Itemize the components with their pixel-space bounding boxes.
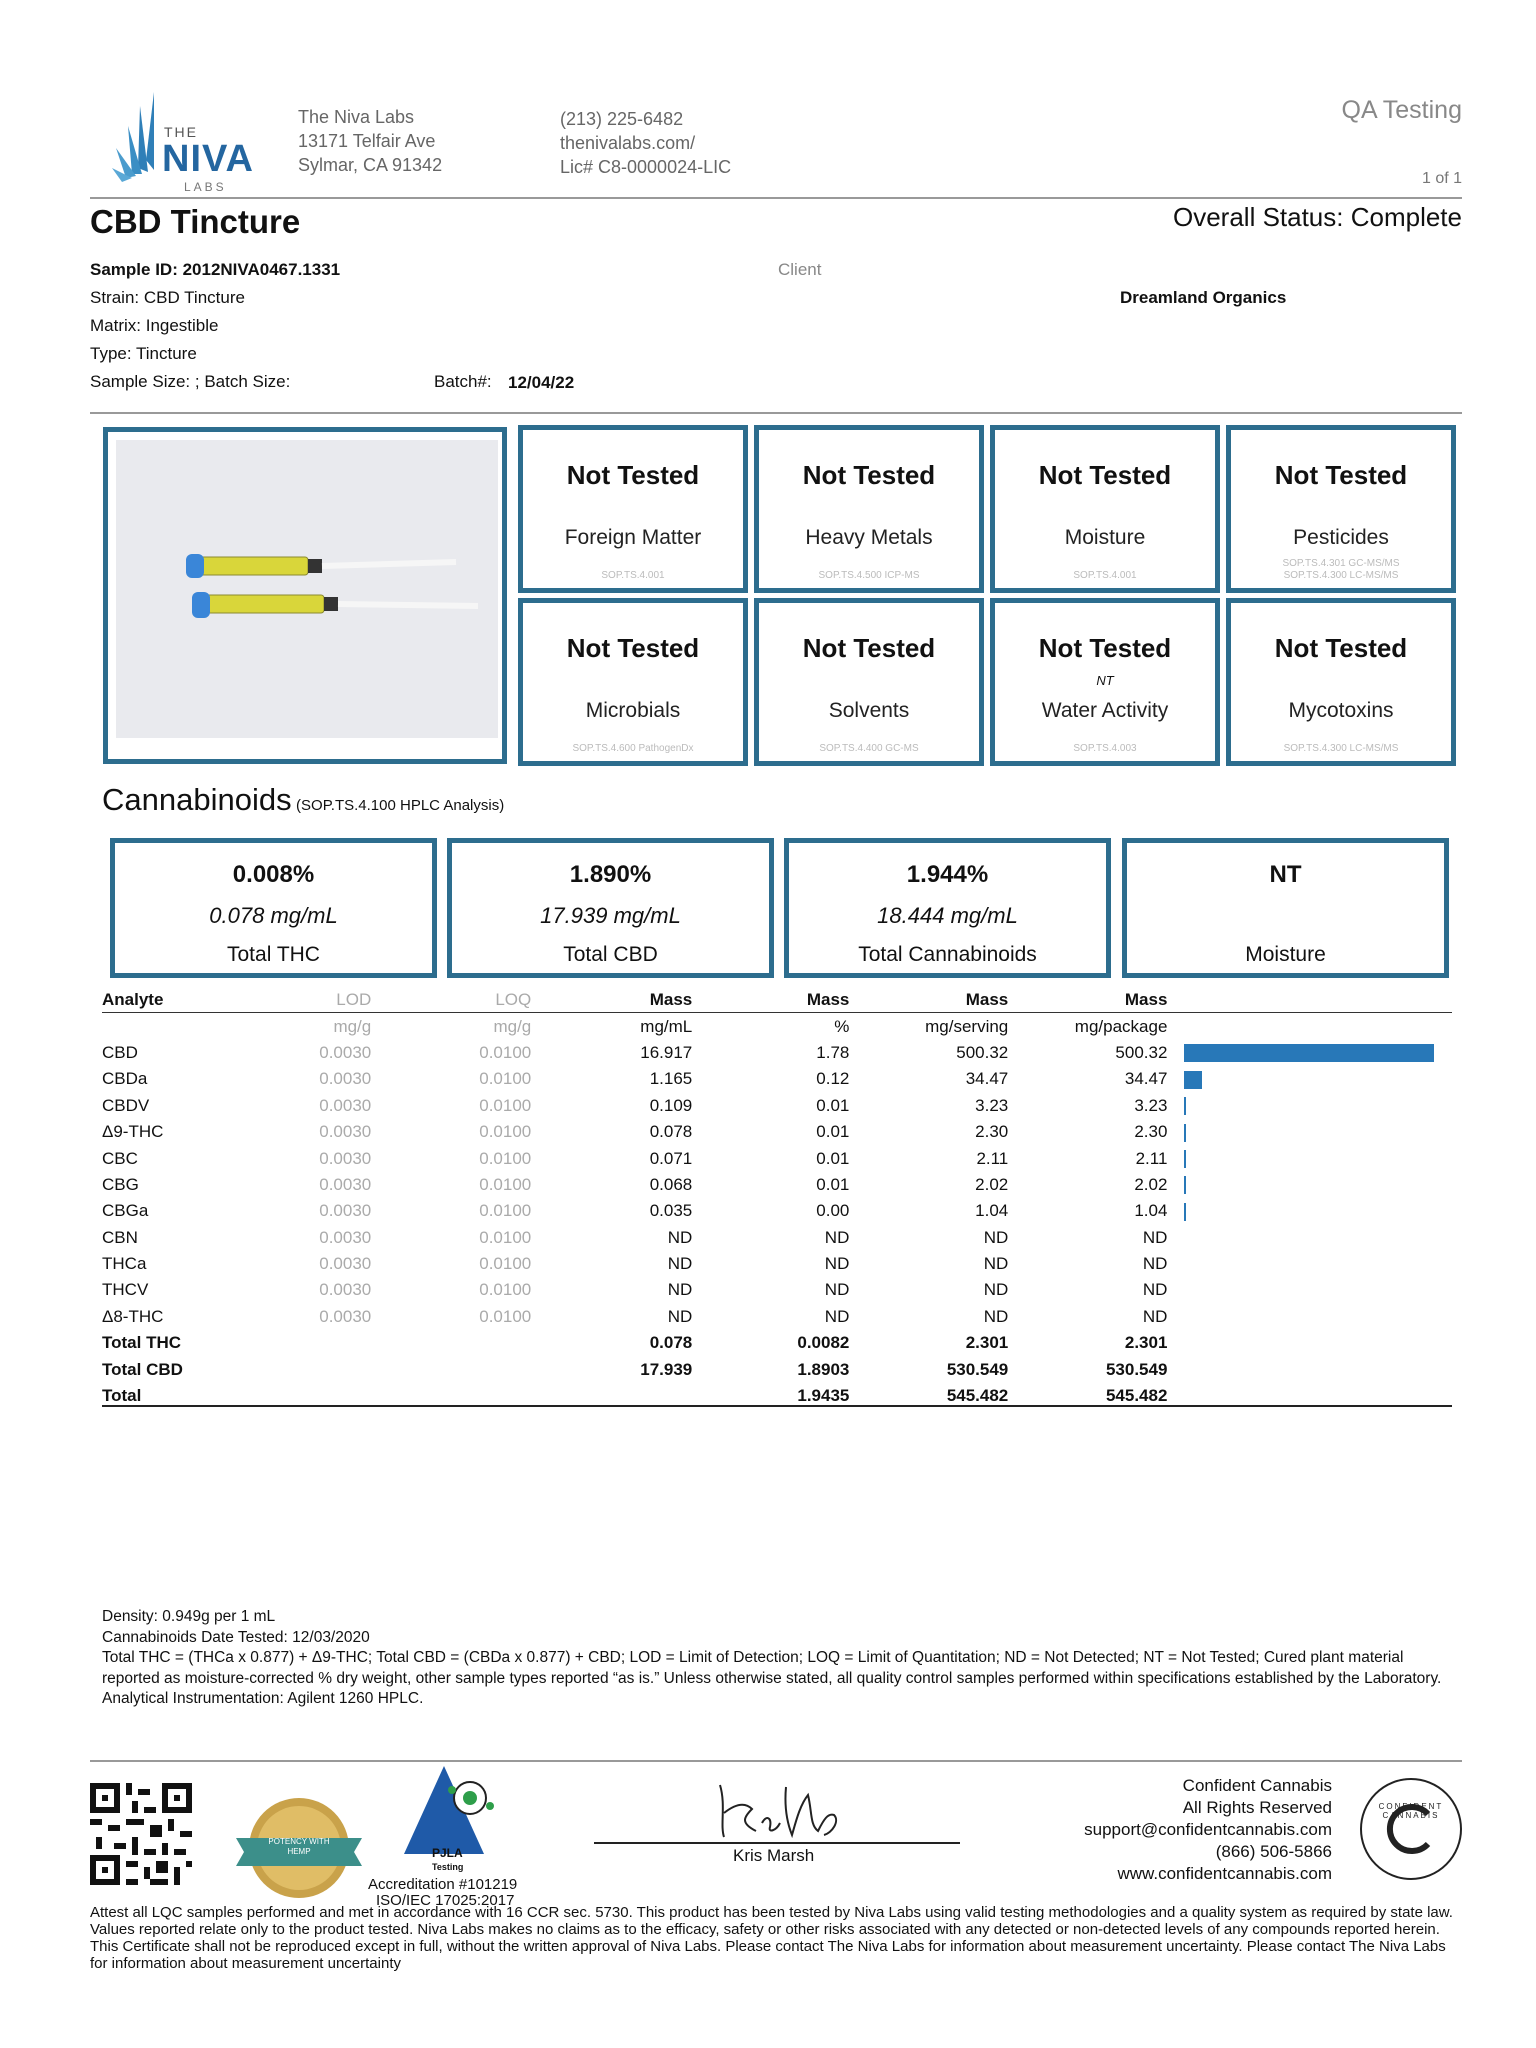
summary-percent: 1.944% bbox=[906, 861, 989, 888]
summary-box-total-thc bbox=[110, 838, 437, 978]
test-sop bbox=[523, 743, 743, 755]
bar-column-header bbox=[1167, 987, 1452, 1013]
cell-mgml: 0.109 bbox=[649, 1095, 693, 1115]
lab-license: Lic# C8-0000024-LIC bbox=[560, 157, 732, 177]
pjla-sub: Testing bbox=[432, 1862, 464, 1872]
potency-bar bbox=[1184, 1044, 1434, 1062]
cell-analyte: CBN bbox=[102, 1227, 138, 1247]
total-cell-analyte: Total THC bbox=[102, 1333, 182, 1353]
cell-lod: 0.0030 bbox=[319, 1201, 372, 1221]
cannabinoids-method: (SOP.TS.4.100 HPLC Analysis) bbox=[296, 797, 505, 814]
test-sop bbox=[759, 570, 979, 582]
cell-serving: 500.32 bbox=[956, 1042, 1009, 1062]
table-row bbox=[102, 1119, 1452, 1145]
summary-label: Total Cannabinoids bbox=[858, 943, 1037, 966]
table-row bbox=[102, 1251, 1452, 1277]
page-number: 1 of 1 bbox=[1421, 170, 1462, 187]
summary-box-moisture bbox=[1122, 838, 1449, 978]
qa-testing-label: QA Testing bbox=[1341, 96, 1462, 124]
cell-mgml: ND bbox=[667, 1280, 693, 1300]
cc-phone: (866) 506-5866 bbox=[1215, 1842, 1332, 1861]
summary-label: Total THC bbox=[227, 943, 320, 966]
signer-name: Kris Marsh bbox=[733, 1846, 815, 1865]
cell-pct: 0.01 bbox=[816, 1122, 850, 1142]
cannabinoid-table bbox=[102, 987, 1452, 1409]
cell-serving: ND bbox=[983, 1306, 1009, 1326]
total-cell-lod bbox=[240, 1330, 371, 1356]
cell-lod: 0.0030 bbox=[319, 1280, 372, 1300]
logo-the: THE bbox=[164, 124, 198, 140]
test-box-moisture bbox=[990, 425, 1220, 593]
cell-lod: 0.0030 bbox=[319, 1254, 372, 1274]
test-sop bbox=[759, 743, 979, 755]
total-cell-pct: 1.8903 bbox=[797, 1359, 850, 1379]
cell-serving: 1.04 bbox=[975, 1201, 1009, 1221]
cc-name: Confident Cannabis bbox=[1182, 1776, 1332, 1795]
test-status: Not Tested bbox=[802, 633, 936, 663]
test-sop-line: SOP.TS.4.400 GC-MS bbox=[819, 743, 919, 754]
cell-lod: 0.0030 bbox=[319, 1174, 372, 1194]
sample-strain: Strain: CBD Tincture bbox=[90, 288, 245, 307]
column-unit: % bbox=[834, 1016, 850, 1036]
cell-lod: 0.0030 bbox=[319, 1306, 372, 1326]
test-name: Foreign Matter bbox=[564, 526, 702, 549]
cell-lod: 0.0030 bbox=[319, 1227, 372, 1247]
column-header: Mass bbox=[965, 990, 1009, 1010]
column-header: Mass bbox=[1124, 990, 1168, 1010]
total-cell-package: 530.549 bbox=[1105, 1359, 1168, 1379]
cell-lod: 0.0030 bbox=[319, 1095, 372, 1115]
cell-bar bbox=[1167, 1093, 1452, 1119]
total-cell-analyte: Total CBD bbox=[102, 1359, 183, 1379]
table-row bbox=[102, 1225, 1452, 1251]
notes-text: Total THC = (THCa x 0.877) + Δ9-THC; Total CBD = (CBDa x 0.877) + CBD; LOD = Limit of Detection; LOQ = Limit of Quantitation; ND = Not Detected; NT = Not Tested; Cured plant material reported as moisture-corrected % dry weight, other sample types reported “as is.” Unless otherwise stated, all quality control samples performed within specifications established by the Laboratory. Analytical Instrumentation: Agilent 1260 HPLC. bbox=[102, 1649, 1442, 1707]
date-tested: Cannabinoids Date Tested: 12/03/2020 bbox=[102, 1628, 370, 1646]
cell-package: 500.32 bbox=[1115, 1042, 1168, 1062]
total-cell-loq bbox=[371, 1330, 531, 1356]
test-status: Not Tested bbox=[1038, 633, 1172, 663]
summary-mg: 18.444 mg/mL bbox=[877, 903, 1018, 928]
cell-bar bbox=[1167, 1119, 1452, 1145]
test-sop bbox=[995, 570, 1215, 582]
test-sop-line-2: SOP.TS.4.300 LC-MS/MS bbox=[1283, 570, 1399, 581]
test-name: Heavy Metals bbox=[805, 526, 933, 549]
test-sop bbox=[523, 570, 743, 582]
test-sop-line: SOP.TS.4.001 bbox=[1073, 570, 1137, 581]
cell-bar bbox=[1167, 1145, 1452, 1171]
logo-labs: LABS bbox=[184, 180, 227, 194]
test-status: Not Tested bbox=[566, 460, 700, 490]
test-name: Pesticides bbox=[1293, 526, 1389, 549]
qr-code bbox=[90, 1783, 192, 1885]
column-unit bbox=[102, 1013, 240, 1039]
column-header: Mass bbox=[806, 990, 850, 1010]
cell-lod: 0.0030 bbox=[319, 1148, 372, 1168]
test-box-pesticides bbox=[1226, 425, 1456, 593]
potency-bar bbox=[1184, 1124, 1186, 1142]
cell-loq: 0.0100 bbox=[479, 1254, 532, 1274]
potency-bar bbox=[1184, 1203, 1186, 1221]
cell-mgml: ND bbox=[667, 1306, 693, 1326]
total-cell-serving: 2.301 bbox=[965, 1333, 1009, 1353]
cell-package: 2.30 bbox=[1134, 1122, 1168, 1142]
test-box-water-activity bbox=[990, 598, 1220, 766]
test-sop bbox=[1231, 558, 1451, 582]
cell-lod: 0.0030 bbox=[319, 1042, 372, 1062]
batch-value: 12/04/22 bbox=[508, 373, 575, 392]
cell-analyte: THCa bbox=[102, 1254, 147, 1274]
cell-pct: 0.01 bbox=[816, 1095, 850, 1115]
meta-divider bbox=[90, 412, 1462, 414]
lab-contact bbox=[560, 107, 731, 179]
lab-phone: (213) 225-6482 bbox=[560, 109, 684, 129]
cc-contact bbox=[1084, 1775, 1332, 1885]
cell-loq: 0.0100 bbox=[479, 1148, 532, 1168]
cell-analyte: CBDV bbox=[102, 1095, 150, 1115]
lab-website[interactable]: thenivalabs.com/ bbox=[560, 133, 696, 153]
cell-bar bbox=[1167, 1304, 1452, 1330]
cell-serving: ND bbox=[983, 1227, 1009, 1247]
test-status: Not Tested bbox=[802, 460, 936, 490]
lab-city: Sylmar, CA 91342 bbox=[298, 155, 443, 175]
total-cell-mgml: 17.939 bbox=[640, 1359, 693, 1379]
column-unit: mg/package bbox=[1074, 1016, 1168, 1036]
cell-serving: ND bbox=[983, 1280, 1009, 1300]
cell-package: ND bbox=[1142, 1306, 1168, 1326]
column-unit: mg/g bbox=[333, 1016, 372, 1036]
cell-mgml: 16.917 bbox=[640, 1042, 693, 1062]
table-row bbox=[102, 1040, 1452, 1066]
table-row bbox=[102, 1145, 1452, 1171]
logo-name: NIVA bbox=[162, 138, 254, 180]
potency-bar bbox=[1184, 1150, 1186, 1168]
cell-bar bbox=[1167, 1251, 1452, 1277]
summary-box-total-cannabinoids bbox=[784, 838, 1111, 978]
cell-pct: 0.01 bbox=[816, 1174, 850, 1194]
column-unit: mg/mL bbox=[640, 1016, 693, 1036]
cell-package: 1.04 bbox=[1134, 1201, 1168, 1221]
sample-matrix: Matrix: Ingestible bbox=[90, 316, 219, 335]
cell-pct: ND bbox=[824, 1254, 850, 1274]
header-divider bbox=[90, 197, 1462, 199]
iso: ISO/IEC 17025:2017 bbox=[376, 1892, 515, 1909]
cell-loq: 0.0100 bbox=[479, 1095, 532, 1115]
column-header: LOD bbox=[336, 990, 372, 1010]
cell-serving: 3.23 bbox=[975, 1095, 1009, 1115]
table-unit-row bbox=[102, 1013, 1452, 1039]
total-cell-bar bbox=[1167, 1330, 1452, 1356]
test-box-heavy-metals bbox=[754, 425, 984, 593]
total-cell-mgml: 0.078 bbox=[649, 1333, 693, 1353]
total-cell-pct: 0.0082 bbox=[797, 1333, 850, 1353]
cell-package: 2.11 bbox=[1135, 1148, 1168, 1168]
syringe-icon bbox=[116, 440, 498, 738]
test-status: Not Tested bbox=[1038, 460, 1172, 490]
cell-pct: ND bbox=[824, 1306, 850, 1326]
table-total-row bbox=[102, 1330, 1452, 1356]
cell-analyte: CBD bbox=[102, 1042, 138, 1062]
sample-info bbox=[90, 256, 340, 396]
total-cell-analyte: Total bbox=[102, 1386, 142, 1406]
cell-package: ND bbox=[1142, 1254, 1168, 1274]
cell-bar bbox=[1167, 1066, 1452, 1092]
client-label: Client bbox=[778, 260, 822, 279]
lab-name: The Niva Labs bbox=[298, 107, 415, 127]
cell-pct: 0.01 bbox=[816, 1148, 850, 1168]
page-title: CBD Tincture bbox=[90, 203, 301, 240]
signature-icon bbox=[700, 1775, 860, 1845]
test-name: Moisture bbox=[1064, 526, 1146, 549]
cell-serving: 34.47 bbox=[965, 1069, 1009, 1089]
test-name: Solvents bbox=[828, 699, 910, 722]
total-cell-bar bbox=[1167, 1356, 1452, 1382]
cell-loq: 0.0100 bbox=[479, 1042, 532, 1062]
total-cell-lod bbox=[240, 1356, 371, 1382]
cell-analyte: CBGa bbox=[102, 1201, 149, 1221]
cell-mgml: 1.165 bbox=[649, 1069, 693, 1089]
sample-photo bbox=[116, 440, 498, 738]
cc-email[interactable]: support@confidentcannabis.com bbox=[1084, 1820, 1332, 1839]
cc-logo-text: CONFIDENT CANNABIS bbox=[1378, 1802, 1444, 1820]
cannabinoids-heading bbox=[102, 782, 504, 818]
cell-loq: 0.0100 bbox=[479, 1069, 532, 1089]
signature-line bbox=[594, 1842, 960, 1844]
cell-package: 34.47 bbox=[1124, 1069, 1168, 1089]
cell-mgml: 0.035 bbox=[649, 1201, 693, 1221]
lab-street: 13171 Telfair Ave bbox=[298, 131, 436, 151]
test-box-microbials bbox=[518, 598, 748, 766]
cell-loq: 0.0100 bbox=[479, 1280, 532, 1300]
cell-mgml: 0.071 bbox=[649, 1148, 693, 1168]
summary-percent: NT bbox=[1269, 861, 1302, 888]
test-box-mycotoxins bbox=[1226, 598, 1456, 766]
test-sop-line: SOP.TS.4.001 bbox=[601, 570, 665, 581]
cell-analyte: THCV bbox=[102, 1280, 149, 1300]
pjla-triangle-icon bbox=[400, 1762, 506, 1858]
table-total-row bbox=[102, 1356, 1452, 1382]
cc-web[interactable]: www.confidentcannabis.com bbox=[1117, 1864, 1332, 1883]
test-sop-line: SOP.TS.4.301 GC-MS/MS bbox=[1282, 558, 1400, 569]
total-cell-serving: 530.549 bbox=[946, 1359, 1009, 1379]
cell-analyte: CBDa bbox=[102, 1069, 148, 1089]
cell-serving: 2.11 bbox=[976, 1148, 1009, 1168]
test-sop-line: SOP.TS.4.600 PathogenDx bbox=[572, 743, 694, 754]
summary-label: Total CBD bbox=[563, 943, 658, 966]
cell-pct: 0.00 bbox=[816, 1201, 850, 1221]
test-box-foreign-matter bbox=[518, 425, 748, 593]
test-status: Not Tested bbox=[1274, 460, 1408, 490]
table-header-row bbox=[102, 987, 1452, 1013]
cell-pct: ND bbox=[824, 1227, 850, 1247]
cell-analyte: CBG bbox=[102, 1174, 139, 1194]
sample-type: Type: Tincture bbox=[90, 344, 197, 363]
summary-box-total-cbd bbox=[447, 838, 774, 978]
cc-logo bbox=[1358, 1776, 1464, 1882]
cell-loq: 0.0100 bbox=[479, 1201, 532, 1221]
column-unit: mg/g bbox=[493, 1016, 532, 1036]
cell-package: 3.23 bbox=[1134, 1095, 1168, 1115]
cell-bar bbox=[1167, 1172, 1452, 1198]
summary-percent: 1.890% bbox=[569, 861, 652, 888]
potency-bar bbox=[1184, 1071, 1201, 1089]
seal-text: POTENCY WITH HEMP bbox=[268, 1837, 330, 1856]
test-status: Not Tested bbox=[566, 633, 700, 663]
table-bottom-rule bbox=[102, 1405, 1452, 1407]
cell-mgml: ND bbox=[667, 1254, 693, 1274]
sample-image-frame bbox=[103, 427, 507, 764]
bar-column-unit bbox=[1167, 1013, 1452, 1039]
qr-code-icon bbox=[90, 1783, 192, 1885]
cell-mgml: ND bbox=[667, 1227, 693, 1247]
cell-mgml: 0.078 bbox=[649, 1122, 693, 1142]
cell-serving: 2.02 bbox=[975, 1174, 1009, 1194]
cell-pct: 1.78 bbox=[816, 1042, 850, 1062]
summary-percent: 0.008% bbox=[232, 861, 315, 888]
sample-size: Sample Size: ; Batch Size: bbox=[90, 372, 291, 391]
test-sop-line: SOP.TS.4.300 LC-MS/MS bbox=[1283, 743, 1399, 754]
table-row bbox=[102, 1066, 1452, 1092]
total-cell-pct: 1.9435 bbox=[797, 1386, 850, 1406]
overall-status: Overall Status: Complete bbox=[1172, 202, 1462, 232]
cell-loq: 0.0100 bbox=[479, 1227, 532, 1247]
summary-mg: 0.078 mg/mL bbox=[209, 903, 338, 928]
batch-label: Batch#: bbox=[434, 372, 492, 391]
cell-bar bbox=[1167, 1277, 1452, 1303]
cell-loq: 0.0100 bbox=[479, 1122, 532, 1142]
test-substatus: NT bbox=[1096, 673, 1114, 688]
cell-bar bbox=[1167, 1040, 1452, 1066]
column-header: Mass bbox=[649, 990, 693, 1010]
signature bbox=[700, 1775, 860, 1845]
cell-pct: ND bbox=[824, 1280, 850, 1300]
cell-analyte: CBC bbox=[102, 1148, 138, 1168]
cell-serving: 2.30 bbox=[975, 1122, 1009, 1142]
pjla-logo bbox=[400, 1762, 506, 1858]
cannabinoids-title: Cannabinoids bbox=[102, 782, 292, 817]
cell-bar bbox=[1167, 1225, 1452, 1251]
total-cell-package: 545.482 bbox=[1105, 1386, 1168, 1406]
column-header: Analyte bbox=[102, 990, 164, 1010]
cell-lod: 0.0030 bbox=[319, 1122, 372, 1142]
table-header-rule bbox=[102, 1012, 1452, 1013]
test-box-solvents bbox=[754, 598, 984, 766]
cc-rights: All Rights Reserved bbox=[1182, 1798, 1332, 1817]
cell-analyte: Δ9-THC bbox=[102, 1122, 164, 1142]
density: Density: 0.949g per 1 mL bbox=[102, 1608, 276, 1625]
table-row bbox=[102, 1198, 1452, 1224]
table-row bbox=[102, 1277, 1452, 1303]
attestation: Attest all LQC samples performed and met in accordance with 16 CCR sec. 5730. This product has been tested by Niva Labs using valid testing methodologies and a quality system as required by state law. Values reported relate only to the product tested. Niva Labs makes no claims as to the efficacy, safety or other risks associated with any detected or non-detected levels of any compounds reported herein. This Certificate shall not be reproduced except in full, without the written approval of Niva Labs. Please contact The Niva Labs for information about measurement uncertainty. Please contact The Niva Labs for information about measurement uncertainty bbox=[90, 1904, 1453, 1972]
test-sop bbox=[1231, 743, 1451, 755]
summary-label: Moisture bbox=[1245, 943, 1326, 966]
cell-loq: 0.0100 bbox=[479, 1306, 532, 1326]
cell-package: ND bbox=[1142, 1280, 1168, 1300]
potency-bar bbox=[1184, 1176, 1186, 1194]
test-name: Mycotoxins bbox=[1288, 699, 1394, 722]
test-status: Not Tested bbox=[1274, 633, 1408, 663]
total-cell-loq bbox=[371, 1356, 531, 1382]
table-row bbox=[102, 1093, 1452, 1119]
confident-cannabis-icon bbox=[1358, 1776, 1464, 1882]
cell-analyte: Δ8-THC bbox=[102, 1306, 164, 1326]
cell-lod: 0.0030 bbox=[319, 1069, 372, 1089]
column-header: LOQ bbox=[495, 990, 532, 1010]
cell-bar bbox=[1167, 1198, 1452, 1224]
test-name: Water Activity bbox=[1041, 699, 1169, 722]
table-row bbox=[102, 1304, 1452, 1330]
potency-bar bbox=[1184, 1097, 1186, 1115]
cell-loq: 0.0100 bbox=[479, 1174, 532, 1194]
test-sop-line: SOP.TS.4.500 ICP-MS bbox=[818, 570, 920, 581]
sample-id: Sample ID: 2012NIVA0467.1331 bbox=[90, 260, 341, 279]
test-sop bbox=[995, 743, 1215, 755]
cell-mgml: 0.068 bbox=[649, 1174, 693, 1194]
pjla-label: PJLA bbox=[432, 1846, 463, 1860]
cell-pct: 0.12 bbox=[816, 1069, 850, 1089]
footer-divider bbox=[90, 1760, 1462, 1762]
test-sop-line: SOP.TS.4.003 bbox=[1073, 743, 1137, 754]
test-name: Microbials bbox=[585, 699, 681, 722]
cell-package: ND bbox=[1142, 1227, 1168, 1247]
client-name: Dreamland Organics bbox=[1120, 288, 1287, 307]
cell-package: 2.02 bbox=[1134, 1174, 1168, 1194]
total-cell-serving: 545.482 bbox=[946, 1386, 1009, 1406]
table-row bbox=[102, 1172, 1452, 1198]
column-unit: mg/serving bbox=[925, 1016, 1009, 1036]
lab-address bbox=[298, 105, 442, 177]
accreditation: Accreditation #101219 bbox=[368, 1876, 518, 1893]
notes bbox=[102, 1607, 1452, 1710]
cell-serving: ND bbox=[983, 1254, 1009, 1274]
total-cell-package: 2.301 bbox=[1124, 1333, 1168, 1353]
summary-mg: 17.939 mg/mL bbox=[540, 903, 681, 928]
